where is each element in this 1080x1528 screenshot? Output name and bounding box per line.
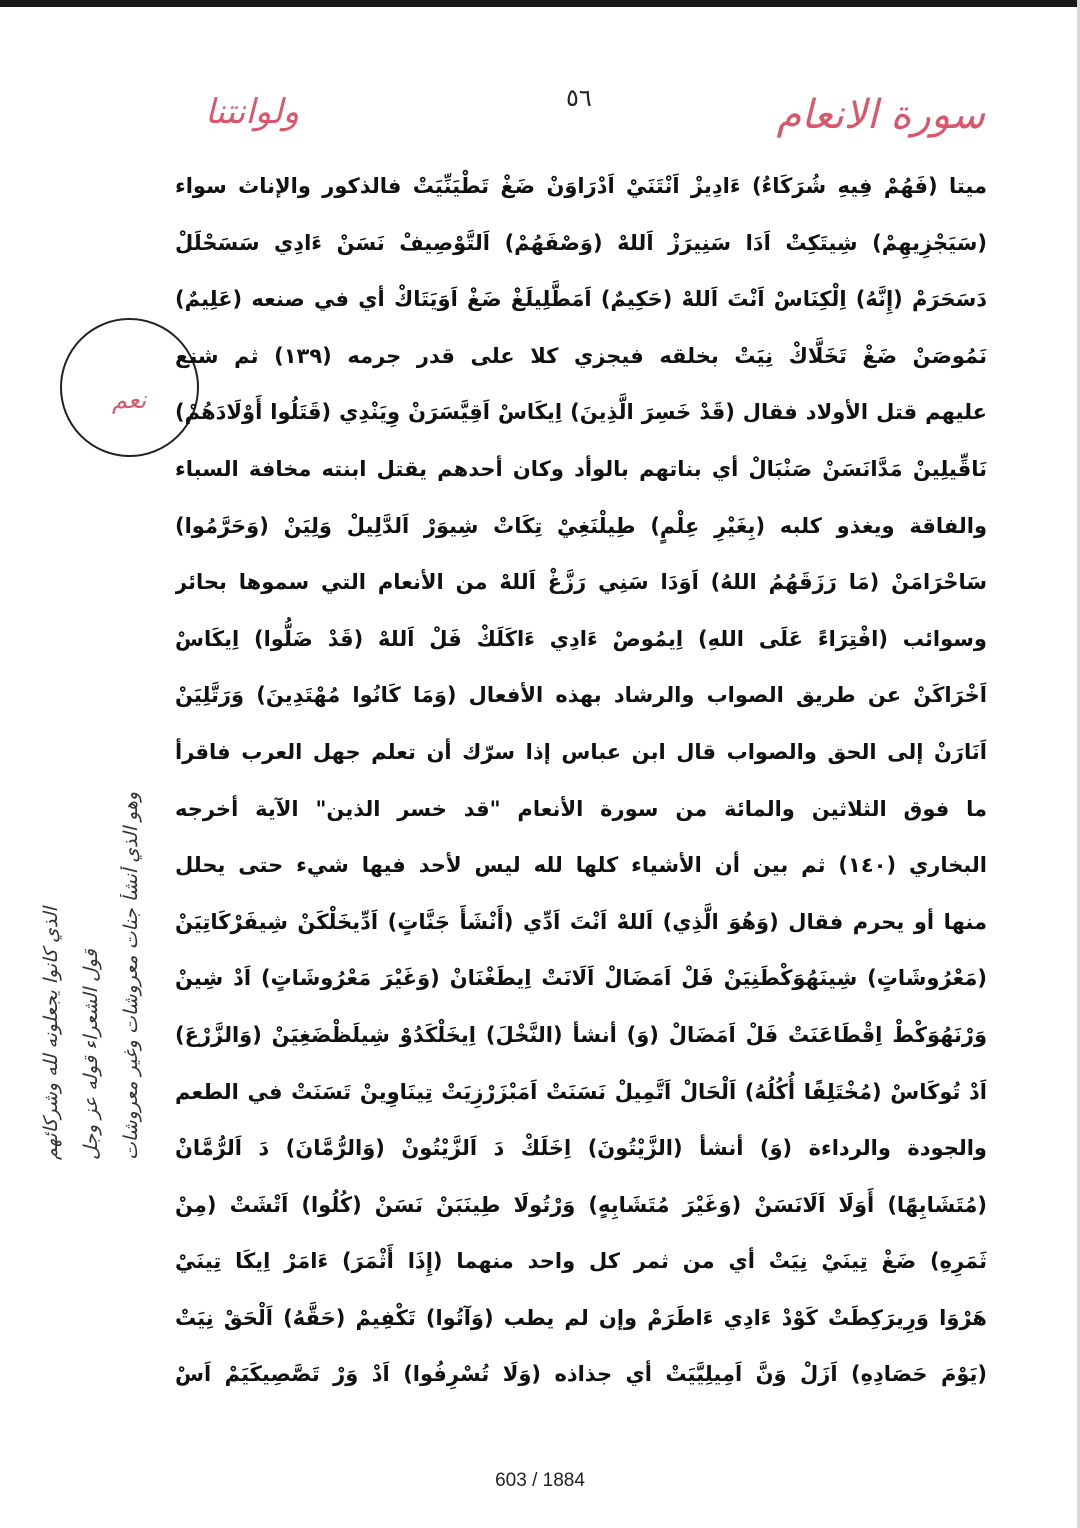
text-line: ميتا (فَهُمْ فِيهِ شُرَكَاءُ) ءَادِيزْ اَنْتَنَيْ اَدْرَاوَنْ ضَغْ تَطْيَنِّيَتْ فالذكور والإناث سواء	[175, 174, 987, 198]
text-line: سَاحْرَامَنْ (مَا رَزَقَهُمُ اللهُ) اَوَدَا سَنِي رَزَّغْ اَللهْ من الأنعام التي سموها بحائر	[175, 570, 987, 595]
surah-title-handwritten: سورة الانعام	[776, 92, 985, 138]
text-line: ما فوق الثلاثين والمائة من سورة الأنعام "قد خسر الذين" الآية أخرجه	[175, 796, 987, 821]
text-line: منها أو يحرم فقال (وَهُوَ الَّذِي) اَللهْ اَنْتَ اَدِّي (أَنْشَأَ جَنَّاتٍ) اَدِّيخَلْكَنْ شِيفَرْكَاتِيَنْ	[175, 909, 987, 934]
text-line: هَرْوَا وَرِيرَكِطَتْ كَوْدْ ءَادِي ءَاطَرَمْ وإن لم يطب (وَآتُوا) تَكْفِيمْ (حَقَّهُ) اَلْحَقْ نِيَتْ	[175, 1305, 987, 1330]
text-line: اَخْرَاكَنْ عن طريق الصواب والرشاد بهذه الأفعال (وَمَا كَانُوا مُهْتَدِينَ) وَرَتَّلِيَنْ	[175, 683, 987, 708]
text-line: ثَمَرِهِ) ضَغْ تِينَيْ نِيَتْ أي من ثمر كل واحد منهما (إِذَا أَثْمَرَ) ءَامَرْ اِيكَا تِينَيْ	[175, 1249, 987, 1274]
margin-note-line: الذي كانوا يجعلونه لله وشركائهم	[40, 907, 62, 1160]
text-line: (مُتَشَابِهًا) أَوَلَا اَلَانَسَنْ (وَغَيْرَ مُتَشَابِهٍ) وَرْتُولَا طِينَبَنْ نَسَنْ (كُلُوا) اَتْشَتْ (مِنْ	[175, 1192, 987, 1217]
text-line: نَاقِّيلِينْ مَدَّانَسَنْ صَنْبَالْ أي بناتهم بالوأد وكان أحدهم يقتل ابنته مخافة السباء	[175, 456, 987, 481]
text-line: دَسَحَرَمْ (إِنَّهُ) اِلْكِنَاسْ اَنْتَ اَللهْ (حَكِيمٌ) اَمَطَّلِيلَغْ ضَغْ اَوَيَتَاكْ أي في صنعه (عَلِيمٌ)	[175, 287, 987, 312]
text-line: والجودة والرداءة (وَ) أنشأ (الزَّيْتُونَ) اِخَلَكْ دَ اَلزَّيْتُونْ (وَالرُّمَّانَ) دَ اَلرُّمَّانْ	[175, 1136, 987, 1161]
text-line: وَرْنَهُوَكْطْ اِقْطَاعَنَتْ فَلْ اَمَضَالْ (وَ) أنشأ (النَّخْلَ) اِيخَلْكَدُوْ شِيلَظْضَغِيَنْ (وَالزَّرْعَ)	[175, 1022, 987, 1047]
text-line: نَمُوصَنْ ضَغْ تَخَلَّاكْ نِيَتْ بخلقه فيجزي كلا على قدر جرمه (١٣٩) ثم شنع	[175, 343, 987, 368]
margin-note-line: قول الشعراء قوله عز وجل	[80, 949, 102, 1160]
text-line: البخاري (١٤٠) ثم بين أن الأشياء كلها لله ليس لأحد فيها شيء حتى يحلل	[175, 853, 987, 878]
text-line: والفاقة ويغذو كلبه (بِغَيْرِ عِلْمٍ) طِيلْنَغِيْ تِكَاتْ شِيوَرْ اَلدَّلِيلْ وَلِيَنْ (وَحَرَّمُوا)	[175, 513, 987, 538]
text-line: (مَعْرُوشَاتٍ) شِينَهُوَكْطَنِيَنْ فَلْ اَمَضَالْ اَلَانَتْ اِيطَغْنَانْ (وَغَيْرَ مَعْرُوشَاتٍ) اَدْ شِينْ	[175, 966, 987, 991]
page-number: ٥٦	[566, 84, 592, 112]
text-line: (سَيَجْزِيهِمْ) شِيتَكِتْ اَدَا سَنِيرَزْ اَللهْ (وَصْفَهُمْ) اَلتَّوْصِيفْ نَسَنْ ءَادِي سَسَحْلَلْ	[175, 230, 987, 255]
text-line: اَنَارَنْ إلى الحق والصواب قال ابن عباس إذا سرّك أن تعلم جهل العرب فاقرأ	[175, 739, 987, 764]
text-line: وسوائب (افْتِرَاءً عَلَى اللهِ) اِيمُوصْ ءَادِي ءَاكَلَكْ فَلْ اَللهْ (قَدْ ضَلُّوا) اِيكَاسْ	[175, 626, 987, 651]
page-indicator: 603 / 1884	[495, 1470, 585, 1491]
margin-handwritten-notes	[40, 460, 170, 1160]
text-line: اَدْ تُوكَاسْ (مُخْتَلِفًا أُكُلُهُ) اَلْحَالْ اَتَّمِيلْ نَسَنَتْ اَمَبْزَرْزِيَتْ تِينَاوِينْ تَسَنَتْ في الطعم	[175, 1079, 987, 1104]
margin-red-note: نعم	[112, 386, 147, 414]
text-line: (يَوْمَ حَصَادِهِ) اَزَلْ وَنَّ اَمِيلِيَّيَتْ أي جذاذه (وَلَا تُسْرِفُوا) اَدْ وَرْ تَصَّصِيكَيَمْ اَسْ	[175, 1362, 987, 1387]
text-line: عليهم قتل الأولاد فقال (قَدْ خَسِرَ الَّذِينَ) اِيكَاسْ اَقِيَّسَرَنْ وِيَنْدِي (قَتَلُوا أَوْلَادَهُمْ)	[175, 400, 987, 425]
margin-note-line: وهو الذي أنشأ جنات معروشات وغير معروشات	[120, 791, 142, 1160]
page-body-text	[175, 158, 987, 1403]
header-left-handwritten-note: ولوانتنا	[205, 92, 300, 132]
